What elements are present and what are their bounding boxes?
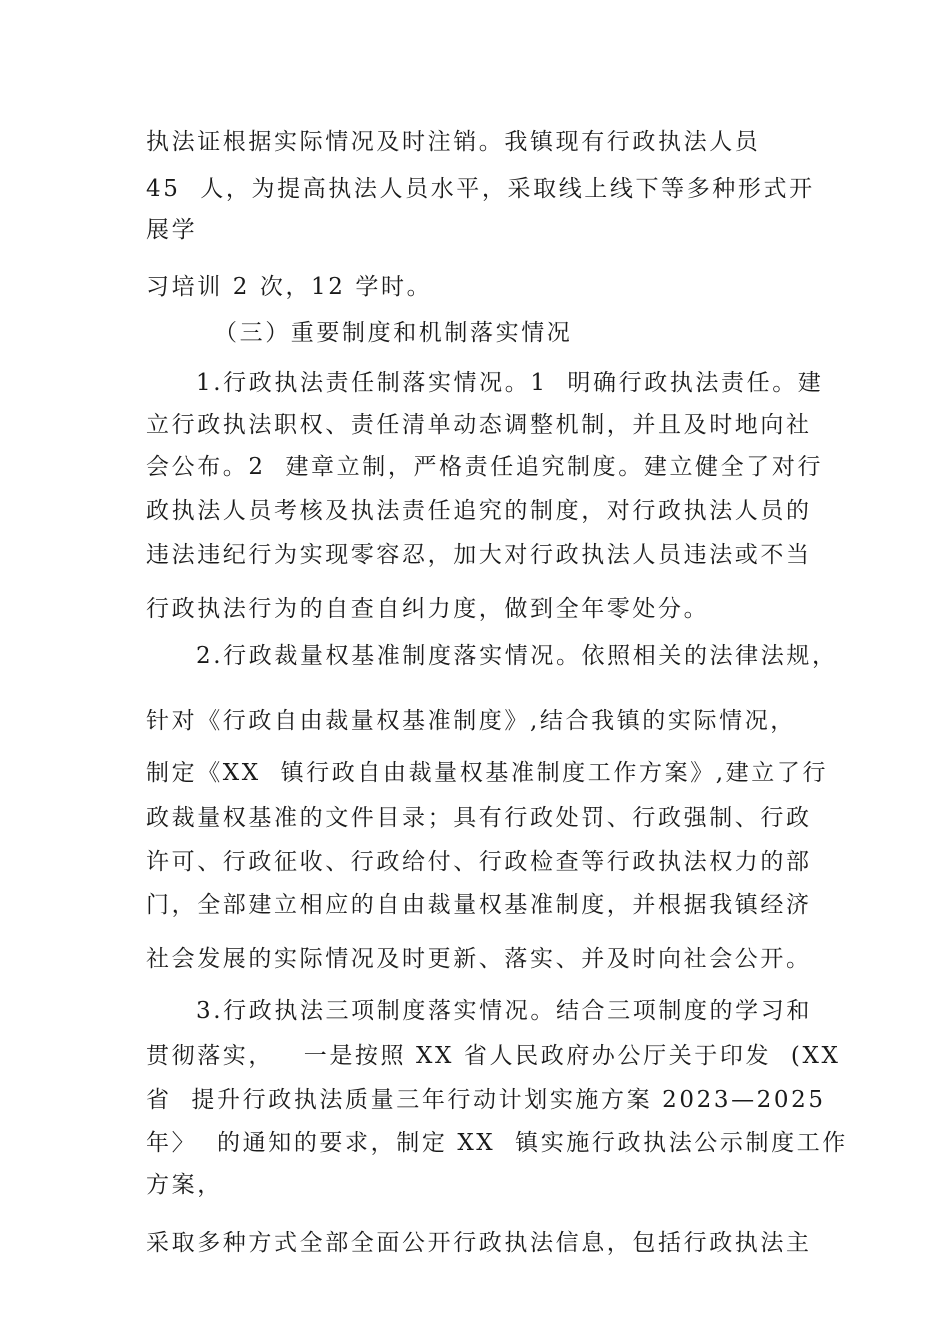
paragraph-line: 许可、行政征收、行政给付、行政检查等行政执法权力的部 (146, 849, 812, 875)
paragraph-line: 3.行政执法三项制度落实情况。结合三项制度的学习和 (196, 998, 812, 1024)
paragraph-line: 会公布。2 建章立制，严格责任追究制度。建立健全了对行 (146, 454, 824, 480)
paragraph-line: 采取多种方式全部全面公开行政执法信息，包括行政执法主 (146, 1230, 812, 1256)
paragraph-line: 针对《行政自由裁量权基准制度》,结合我镇的实际情况， (146, 708, 796, 734)
paragraph-line: 立行政执法职权、责任清单动态调整机制，并且及时地向社 (146, 412, 812, 438)
paragraph-line: 社会发展的实际情况及时更新、落实、并及时向社会公开。 (146, 946, 812, 972)
paragraph-line: 政裁量权基准的文件目录；具有行政处罚、行政强制、行政 (146, 805, 812, 831)
paragraph-line: 行政执法行为的自查自纠力度，做到全年零处分。 (146, 596, 710, 622)
paragraph-line: 方案， (146, 1172, 223, 1198)
paragraph-line: 执法证根据实际情况及时注销。我镇现有行政执法人员 (146, 129, 761, 155)
paragraph-line: 展学 (146, 217, 198, 243)
paragraph-line: 习培训 2 次，12 学时。 (146, 274, 433, 300)
paragraph-line: 45 人，为提高执法人员水平，采取线上线下等多种形式开 (146, 176, 815, 202)
paragraph-line: 年〉 的通知的要求，制定 XX 镇实施行政执法公示制度工作 (146, 1130, 848, 1156)
paragraph-line: 政执法人员考核及执法责任追究的制度，对行政执法人员的 (146, 498, 812, 524)
section-heading: （三）重要制度和机制落实情况 (214, 320, 573, 346)
paragraph-line: 门，全部建立相应的自由裁量权基准制度，并根据我镇经济 (146, 892, 812, 918)
paragraph-line: 贯彻落实， 一是按照 XX 省人民政府办公厅关于印发 (XX (146, 1043, 841, 1069)
paragraph-line: 1.行政执法责任制落实情况。1 明确行政执法责任。建 (196, 370, 824, 396)
paragraph-line: 违法违纪行为实现零容忍，加大对行政执法人员违法或不当 (146, 542, 812, 568)
paragraph-line: 2.行政裁量权基准制度落实情况。依照相关的法律法规， (196, 643, 838, 669)
paragraph-line: 制定《XX 镇行政自由裁量权基准制度工作方案》,建立了行 (146, 760, 829, 786)
paragraph-line: 省 提升行政执法质量三年行动计划实施方案 2023—2025 (146, 1087, 826, 1113)
